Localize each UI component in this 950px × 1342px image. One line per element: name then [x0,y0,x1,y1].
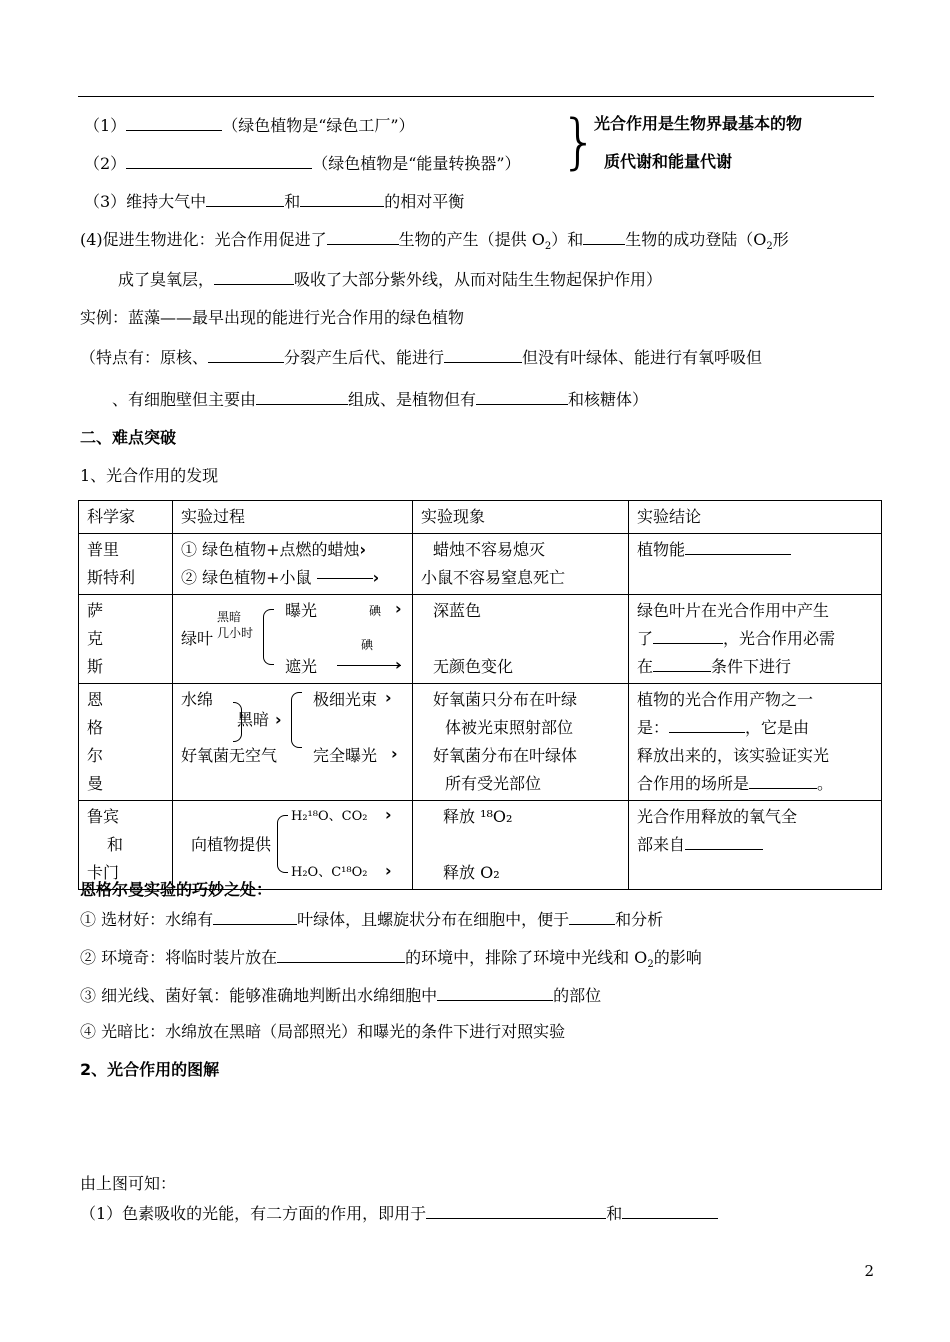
blank[interactable] [685,538,791,555]
text: 的环境中，排除了环境中光线和 O [405,948,648,967]
text: 普里 [87,540,120,559]
item-num: （2） [84,154,127,173]
text: 条件下进行 [711,657,792,676]
text: 植物能 [637,540,686,559]
header-cell: 实验过程 [173,501,413,534]
text: 向植物提供 [191,835,272,854]
subsection-title-2: 2、光合作用的图解 [80,1060,220,1079]
section-title: 二、难点突破 [80,428,177,447]
blank[interactable] [214,268,294,285]
text: 好氧菌无空气 [181,746,278,765]
arrow-icon: › [391,744,398,763]
text: 克 [87,629,104,648]
arrow-icon: › [385,861,392,880]
blank[interactable] [444,346,522,363]
blank[interactable] [126,152,312,169]
text: 蜡烛不容易熄灭 [433,540,546,559]
item-num: （1） [84,116,127,135]
text: 深蓝色 [433,601,482,620]
blank[interactable] [749,772,817,789]
header-cell: 实验现象 [413,501,629,534]
text: 卡门 [87,863,120,882]
table-row [79,684,882,801]
text: 合作用的场所是 [637,774,750,793]
line-3 [84,190,464,212]
text: 。 [817,774,834,793]
blank[interactable] [426,1202,606,1219]
process-cell [173,534,413,595]
blank[interactable] [256,388,348,405]
table-row [79,534,882,595]
text: 好氧菌分布在叶绿体 [433,746,578,765]
text: 植物的光合作用产物之一 [637,690,814,709]
blank[interactable] [653,655,711,672]
text: （3）维持大气中 [84,192,207,211]
text: 释放 O₂ [443,863,500,882]
text: 但没有叶绿体、能进行有氧呼吸但 [522,348,763,367]
text: 格 [87,718,104,737]
page-number: 2 [864,1262,874,1280]
bracket-icon [291,692,302,748]
subscript: 2 [647,959,654,971]
process-cell [173,801,413,890]
text: 组成、是植物但有 [348,390,477,409]
blank[interactable] [206,190,284,207]
arrow-icon: › [385,805,392,824]
blank[interactable] [569,908,615,925]
feature-line-2 [112,388,648,410]
text: 部来自 [637,835,686,854]
text: 所有受光部位 [445,774,542,793]
blank[interactable] [669,716,745,733]
text: 光合作用释放的氧气全 [637,807,798,826]
blank[interactable] [622,1202,718,1219]
phenomenon-cell [413,534,629,595]
text: ③ 细光线、菌好氧：能够准确地判断出水绵细胞中 [80,986,438,1005]
text: 成了臭氧层， [118,270,215,289]
text: 在 [637,657,654,676]
text: 斯 [87,657,104,676]
text: 绿叶 [181,629,214,648]
text: 形 [772,230,789,249]
text: H₂O、C¹⁸O₂ [291,865,368,880]
process-cell [173,595,413,684]
subscript: 2 [544,241,552,253]
text: 水绵 [181,690,214,709]
text: 恩 [87,690,104,709]
brace-text-2: 质代谢和能量代谢 [604,152,733,171]
scientist-cell [79,801,173,890]
arrow-line [337,665,401,666]
question-1 [80,1202,718,1224]
text: 萨 [87,601,104,620]
bracket-icon [263,609,274,665]
text: 几小时 [217,626,254,640]
header-cell: 科学家 [79,501,173,534]
text: H₂¹⁸O、CO₂ [291,809,368,824]
text: 和分析 [615,910,664,929]
text: 完全曝光 [313,746,378,765]
text: 的相对平衡 [384,192,465,211]
engelmann-point-1 [80,908,663,930]
text: ，它是由 [745,718,810,737]
text: 的影响 [653,948,702,967]
line-1 [84,114,415,136]
subscript: 2 [766,241,773,253]
blank[interactable] [437,984,553,1001]
text: 吸收了大部分紫外线，从而对陆生生物起保护作用） [294,270,663,289]
text: 生物的成功登陆（O [625,230,767,249]
item-note: （绿色植物是“绿色工厂”） [222,116,415,135]
text: 的部位 [553,986,602,1005]
top-rule [78,96,874,97]
bracket-icon [277,815,288,873]
text: ，光合作用必需 [723,629,836,648]
conclusion-cell [629,534,882,595]
text: 曝光 [285,601,318,620]
blank[interactable] [208,346,284,363]
text: ② 绿色植物+小鼠 [181,568,312,587]
text: 和 [606,1204,623,1223]
text: 释放出来的，该实验证实光 [637,746,830,765]
arrow-icon: › [395,655,402,674]
feature-line-1 [80,346,762,368]
arrow-icon: › [395,599,402,618]
text: ）和 [551,230,584,249]
scientist-cell [79,595,173,684]
text: 碘 [361,638,374,652]
subsection-title-1: 1、光合作用的发现 [80,466,219,485]
text: （1）色素吸收的光能，有二方面的作用，即用于 [80,1204,427,1223]
text: 和 [284,192,301,211]
arrow-icon: › [359,540,367,559]
text: 无颜色变化 [433,657,514,676]
text: 了 [637,629,654,648]
table-header-row [79,501,882,534]
blank[interactable] [300,190,384,207]
text: 、有细胞壁但主要由 [112,390,257,409]
text: 黑暗 [217,610,242,624]
text: 释放 ¹⁸O₂ [443,807,513,826]
text: 斯特利 [87,568,136,587]
text: 碘 [369,604,382,618]
text: 是： [637,718,670,737]
conclusion-cell [629,684,882,801]
blank[interactable] [213,908,297,925]
header-cell: 实验结论 [629,501,882,534]
blank[interactable] [327,228,399,245]
arrow-icon: › [372,568,380,587]
scientist-cell [79,684,173,801]
item-note: （绿色植物是“能量转换器”） [312,154,521,173]
engelmann-point-3 [80,984,601,1006]
process-cell [173,684,413,801]
arrow-icon: › [385,688,392,707]
line-4 [80,228,789,257]
text: 遮光 [285,657,318,676]
text: 小鼠不容易窒息死亡 [421,568,566,587]
phenomenon-cell [413,801,629,890]
text: ① 选材好：水绵有 [80,910,214,929]
text: （特点有：原核、 [80,348,209,367]
phenomenon-cell [413,684,629,801]
text: 和核糖体） [568,390,649,409]
conclusion-cell [629,801,882,890]
blank[interactable] [685,833,763,850]
text: 尔 [87,746,104,765]
from-figure: 由上图可知： [80,1174,177,1193]
text: 鲁宾 [87,807,120,826]
arrow-line [317,578,373,579]
table-row [79,595,882,684]
blank[interactable] [126,114,222,131]
blank[interactable] [277,946,405,963]
blank[interactable] [476,388,568,405]
text: 体被光束照射部位 [445,718,574,737]
text: 曼 [87,774,104,793]
engelmann-title: 恩格尔曼实验的巧妙之处： [80,880,273,899]
brace-text-1: 光合作用是生物界最基本的物 [594,114,803,133]
brace-icon: } [560,107,599,177]
text: ① 绿色植物+点燃的蜡烛 [181,540,360,559]
text: 好氧菌只分布在叶绿 [433,690,578,709]
text: 生物的产生（提供 O [398,230,545,249]
arrow-icon: › [275,710,282,729]
engelmann-point-2 [80,946,702,975]
text: 和 [107,835,124,854]
experiment-table [78,500,882,890]
table-row [79,801,882,890]
scientist-cell [79,534,173,595]
line-5 [118,268,662,290]
engelmann-point-4: ④ 光暗比：水绵放在黑暗（局部照光）和曝光的条件下进行对照实验 [80,1022,566,1041]
text: 极细光束 [313,690,378,709]
text: 分裂产生后代、能进行 [284,348,445,367]
line-2 [84,152,521,174]
blank[interactable] [583,228,625,245]
text: 绿色叶片在光合作用中产生 [637,601,830,620]
example-line: 实例：蓝藻——最早出现的能进行光合作用的绿色植物 [80,308,465,327]
text: 黑暗 [237,710,270,729]
conclusion-cell [629,595,882,684]
text: 叶绿体，且螺旋状分布在细胞中，便于 [297,910,570,929]
text: ② 环境奇：将临时装片放在 [80,948,278,967]
phenomenon-cell [413,595,629,684]
text: (4)促进生物进化：光合作用促进了 [80,230,327,249]
blank[interactable] [653,627,723,644]
